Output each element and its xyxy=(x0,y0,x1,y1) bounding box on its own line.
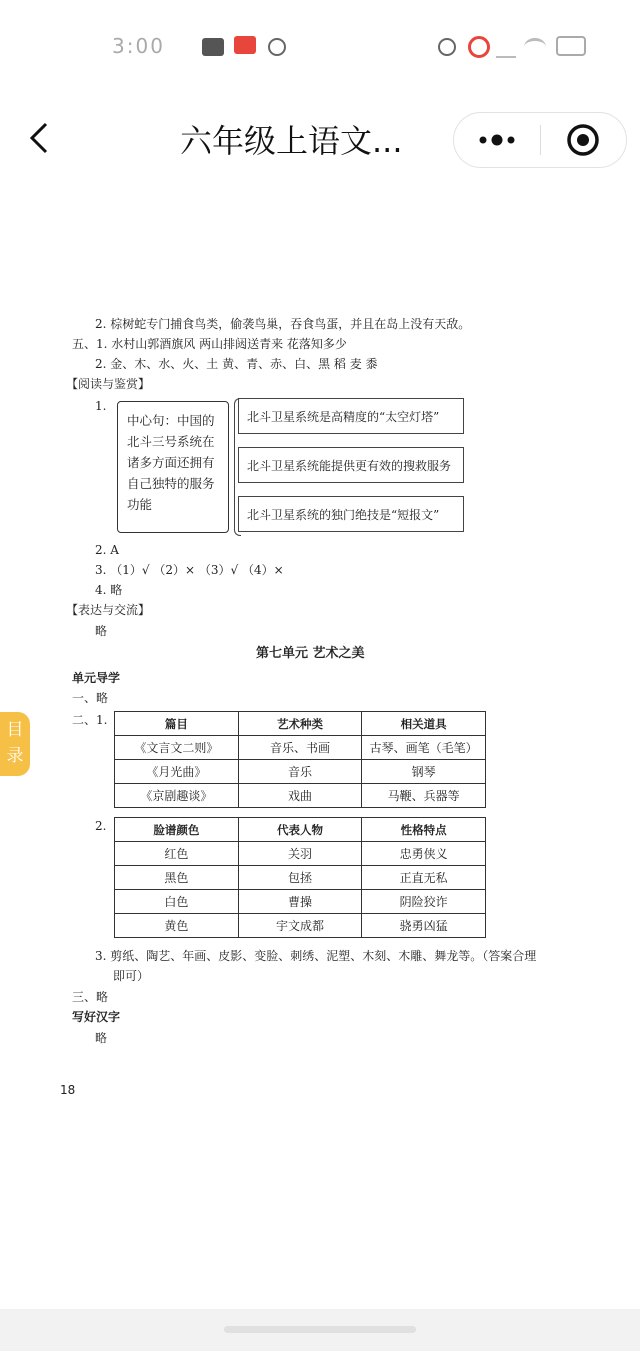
diagram-option: 北斗卫星系统能提供更有效的搜救服务 xyxy=(238,447,464,483)
table-cell: 黄色 xyxy=(115,914,239,938)
table-cell: 包拯 xyxy=(238,866,362,890)
answer-line: 2. A xyxy=(95,543,119,557)
table-cell: 《文言文二则》 xyxy=(115,736,239,760)
table-row xyxy=(115,784,486,808)
status-bar xyxy=(0,30,640,66)
table-row xyxy=(115,760,486,784)
table-cell: 戏曲 xyxy=(238,784,362,808)
more-dots-icon xyxy=(454,113,540,167)
status-time: 3:00 xyxy=(112,34,165,58)
section-heading: 写好汉字 xyxy=(72,1010,121,1024)
table-of-contents-tab[interactable] xyxy=(0,712,30,776)
table-cell: 钢琴 xyxy=(362,760,486,784)
section-heading: 单元导学 xyxy=(72,671,121,685)
table-cell: 骁勇凶猛 xyxy=(362,914,486,938)
section-heading: 【阅读与鉴赏】 xyxy=(66,377,151,391)
add-icon xyxy=(438,38,456,56)
table-cell: 忠勇侠义 xyxy=(362,842,486,866)
message-icon xyxy=(202,38,224,56)
table-cell: 黑色 xyxy=(115,866,239,890)
more-button[interactable] xyxy=(454,113,540,167)
table-cell: 阴险狡诈 xyxy=(362,890,486,914)
back-arrow-icon xyxy=(22,118,60,158)
answer-line: 3. （1）√ （2）× （3）√ （4）× xyxy=(95,563,284,577)
table-cell: 《月光曲》 xyxy=(115,760,239,784)
table-row xyxy=(115,866,486,890)
column-header: 相关道具 xyxy=(362,712,486,736)
table-row xyxy=(115,842,486,866)
column-header: 篇目 xyxy=(115,712,239,736)
table-cell: 音乐 xyxy=(238,760,362,784)
section-heading: 【表达与交流】 xyxy=(66,603,151,617)
question-number: 2. xyxy=(95,819,107,833)
facial-makeup-table xyxy=(114,817,486,938)
answer-line: 三、略 xyxy=(72,990,109,1004)
diagram-option: 北斗卫星系统是高精度的“太空灯塔” xyxy=(238,398,464,434)
table-row xyxy=(115,736,486,760)
central-sentence-box xyxy=(117,401,229,533)
mini-program-capsule xyxy=(453,112,627,168)
table-row xyxy=(115,890,486,914)
wifi-icon xyxy=(524,38,546,56)
column-header: 艺术种类 xyxy=(238,712,362,736)
table-cell: 音乐、书画 xyxy=(238,736,362,760)
table-row xyxy=(115,914,486,938)
answer-line: 即可） xyxy=(113,969,150,983)
table-header-row xyxy=(115,712,486,736)
answer-line: 2. 棕树蛇专门捕食鸟类，偷袭鸟巢，吞食鸟蛋，并且在岛上没有天敌。 xyxy=(95,317,471,331)
table-cell: 曹操 xyxy=(238,890,362,914)
answer-line: 略 xyxy=(95,624,108,638)
close-button[interactable] xyxy=(541,113,625,167)
diagram-option: 北斗卫星系统的独门绝技是“短报文” xyxy=(238,496,464,532)
column-header: 性格特点 xyxy=(362,818,486,842)
unit-title: 第七单元 艺术之美 xyxy=(256,646,365,661)
table-cell: 宇文成都 xyxy=(238,914,362,938)
question-number: 二、1. xyxy=(72,713,108,727)
table-cell: 关羽 xyxy=(238,842,362,866)
app-notification-icon xyxy=(234,36,256,54)
answer-line: 2. 金、木、水、火、土 黄、青、赤、白、黑 稻 麦 黍 xyxy=(95,357,378,371)
page-number: 18 xyxy=(60,1083,76,1097)
table-cell: 白色 xyxy=(115,890,239,914)
answer-line: 五、1. 水村山郭酒旗风 两山排闼送青来 花落知多少 xyxy=(72,337,347,351)
table-cell: 马鞭、兵器等 xyxy=(362,784,486,808)
signal-icon xyxy=(496,38,516,58)
battery-icon xyxy=(556,36,586,56)
answer-line: 3. 剪纸、陶艺、年画、皮影、变脸、刺绣、泥塑、木刻、木雕、舞龙等。（答案合理 xyxy=(95,949,537,963)
column-header: 代表人物 xyxy=(238,818,362,842)
question-number: 1. xyxy=(95,399,107,413)
table-cell: 正直无私 xyxy=(362,866,486,890)
close-target-icon xyxy=(541,113,625,167)
horizontal-scrollbar[interactable] xyxy=(224,1326,416,1333)
toc-label: 录 xyxy=(6,746,24,766)
answer-line: 4. 略 xyxy=(95,583,123,597)
toc-label: 目 xyxy=(6,720,24,740)
art-table xyxy=(114,711,486,808)
back-button[interactable] xyxy=(22,118,60,158)
central-sentence-text: 中心句：中国的北斗三号系统在诸多方面还拥有自己独特的服务功能 xyxy=(127,413,215,512)
page-title: 六年级上语文... xyxy=(180,122,403,160)
answer-line: 略 xyxy=(95,1031,108,1045)
column-header: 脸谱颜色 xyxy=(115,818,239,842)
table-header-row xyxy=(115,818,486,842)
answer-line: 一、略 xyxy=(72,691,109,705)
table-cell: 红色 xyxy=(115,842,239,866)
record-icon xyxy=(268,38,286,56)
table-cell: 古琴、画笔（毛笔） xyxy=(362,736,486,760)
table-cell: 《京剧趣谈》 xyxy=(115,784,239,808)
hotspot-icon xyxy=(468,36,490,58)
